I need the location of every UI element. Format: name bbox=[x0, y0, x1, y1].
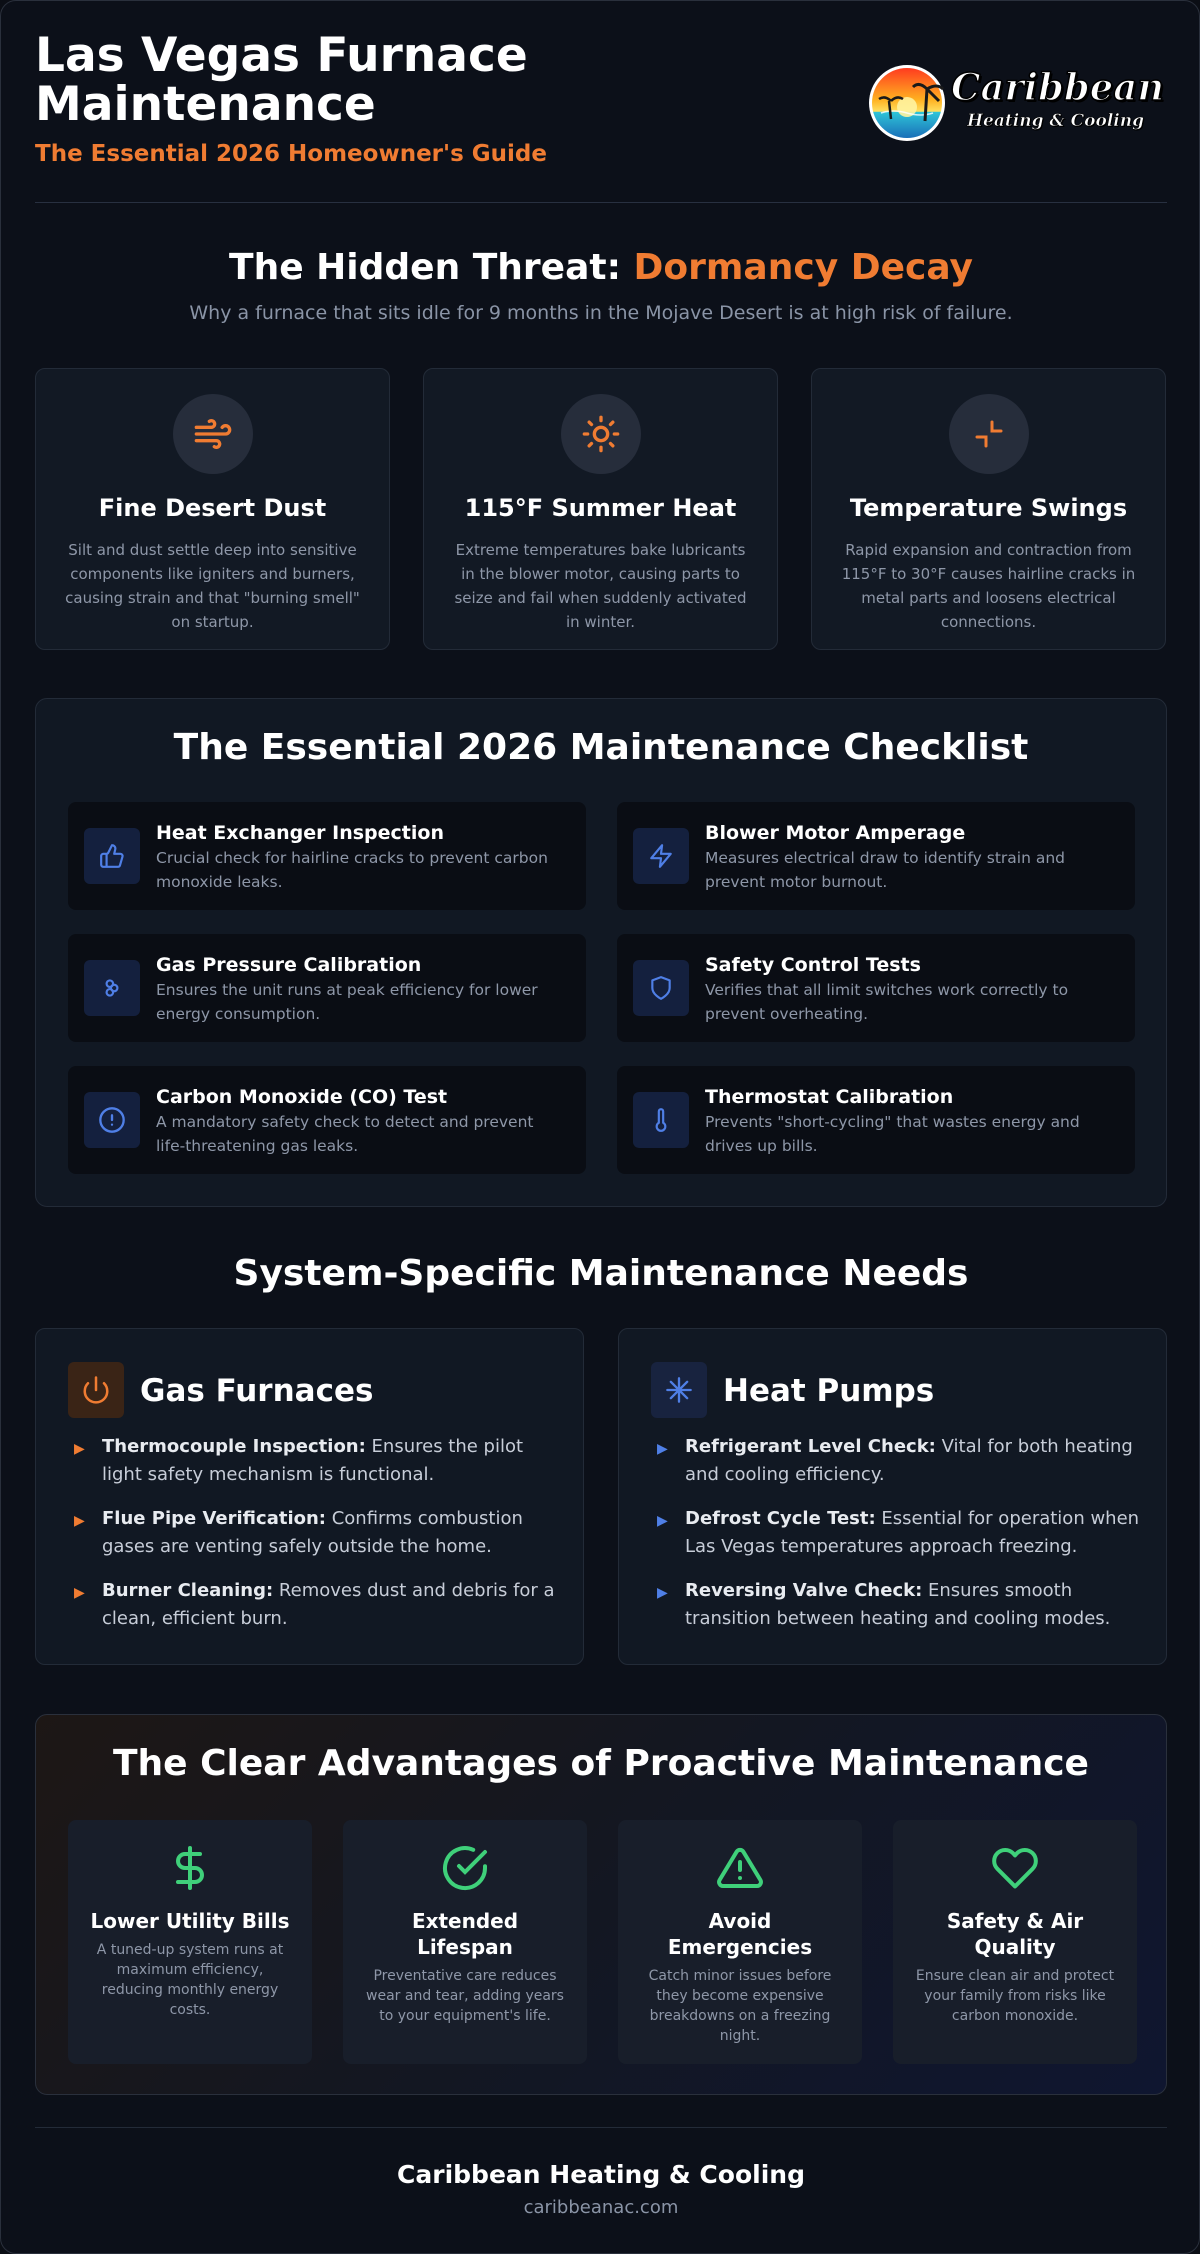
advantage-card-lifespan bbox=[343, 1820, 587, 2064]
list-item: ▶ Reversing Valve Check: Ensures smooth transition between heating and cooling modes. bbox=[657, 1580, 1111, 1629]
threat-card-title: 115°F Summer Heat bbox=[464, 494, 737, 522]
checklist-item-title: Safety Control Tests bbox=[705, 954, 921, 976]
checklist-item-title: Blower Motor Amperage bbox=[705, 822, 966, 844]
threat-card-text: Silt and dust settle deep into sensitive components like igniters and burners, causing strain and that "burning smell" on startup. bbox=[65, 541, 360, 631]
checklist-title: The Essential 2026 Maintenance Checklist bbox=[173, 727, 1029, 768]
advantage-card-emergencies bbox=[618, 1820, 862, 2064]
heat-pumps-title: Heat Pumps bbox=[723, 1373, 935, 1409]
checklist-item-title: Thermostat Calibration bbox=[705, 1086, 954, 1108]
advantage-card-bills bbox=[68, 1820, 312, 2064]
maintenance-checklist bbox=[35, 698, 1167, 1207]
snowflake-icon bbox=[651, 1362, 707, 1418]
advantages-title: The Clear Advantages of Proactive Maintenance bbox=[113, 1743, 1089, 1784]
threat-card-text: Extreme temperatures bake lubricants in the blower motor, causing parts to seize and fail when suddenly activated in winter. bbox=[454, 541, 747, 631]
thermometer-icon bbox=[633, 1092, 689, 1148]
logo-tagline: Heating & Cooling bbox=[967, 111, 1145, 131]
threat-title bbox=[1, 247, 1200, 288]
alert-circle-icon bbox=[84, 1092, 140, 1148]
advantage-title: Safety & Air Quality bbox=[946, 1909, 1084, 1959]
gas-furnaces-list bbox=[68, 1433, 558, 1649]
footer-website-link[interactable]: caribbeanac.com bbox=[523, 2197, 679, 2218]
list-item: ▶ Burner Cleaning: Removes dust and debris for a clean, efficient burn. bbox=[74, 1580, 555, 1629]
threat-card-heat bbox=[423, 368, 778, 650]
systems-title: System-Specific Maintenance Needs bbox=[233, 1253, 969, 1294]
checklist-item-co-test bbox=[68, 1066, 586, 1174]
checklist-item-text: Measures electrical draw to identify strain and prevent motor burnout. bbox=[705, 849, 1066, 891]
threat-card-dust bbox=[35, 368, 390, 650]
checklist-item-text: Ensures the unit runs at peak efficiency for lower energy consumption. bbox=[156, 981, 538, 1023]
thumbs-up-icon bbox=[84, 828, 140, 884]
checklist-item-gas-pressure bbox=[68, 934, 586, 1042]
checklist-item-text: Crucial check for hairline cracks to prevent carbon monoxide leaks. bbox=[156, 849, 548, 891]
checklist-item-safety-controls bbox=[617, 934, 1135, 1042]
threat-card-text: Rapid expansion and contraction from 115°F to 30°F causes hairline cracks in metal parts and loosens electrical connections. bbox=[841, 541, 1136, 631]
company-logo bbox=[867, 61, 1167, 145]
footer bbox=[35, 2127, 1167, 2218]
checklist-item-blower-motor bbox=[617, 802, 1135, 910]
gas-furnaces-title: Gas Furnaces bbox=[140, 1373, 374, 1409]
heart-icon bbox=[991, 1844, 1039, 1892]
heat-pumps-card bbox=[618, 1328, 1167, 1665]
checklist-item-heat-exchanger bbox=[68, 802, 586, 910]
checklist-item-text: A mandatory safety check to detect and prevent life-threatening gas leaks. bbox=[156, 1113, 534, 1155]
checklist-item-title: Carbon Monoxide (CO) Test bbox=[156, 1086, 448, 1108]
advantages-section bbox=[35, 1714, 1167, 2095]
advantage-title: Extended Lifespan bbox=[411, 1909, 519, 1959]
threat-card-title: Temperature Swings bbox=[849, 494, 1128, 522]
checklist-item-title: Gas Pressure Calibration bbox=[156, 954, 422, 976]
advantage-text: Ensure clean air and protect your family from risks like carbon monoxide. bbox=[915, 1968, 1115, 2024]
gas-furnaces-card bbox=[35, 1328, 584, 1665]
checklist-item-text: Prevents "short-cycling" that wastes energy and drives up bills. bbox=[705, 1113, 1080, 1155]
shield-icon bbox=[633, 960, 689, 1016]
list-item: ▶ Thermocouple Inspection: Ensures the pilot light safety mechanism is functional. bbox=[74, 1436, 524, 1485]
advantage-text: A tuned-up system runs at maximum efficiency, reducing monthly energy costs. bbox=[96, 1942, 284, 2018]
threat-title-prefix: The Hidden Threat: bbox=[229, 247, 621, 288]
footer-company: Caribbean Heating & Cooling bbox=[397, 2160, 805, 2189]
threat-card-title: Fine Desert Dust bbox=[98, 494, 327, 522]
shrink-icon bbox=[949, 394, 1029, 474]
checklist-item-title: Heat Exchanger Inspection bbox=[156, 822, 444, 844]
heat-pumps-list bbox=[651, 1433, 1141, 1649]
check-circle-icon bbox=[441, 1844, 489, 1892]
wind-icon bbox=[173, 394, 253, 474]
checklist-item-thermostat bbox=[617, 1066, 1135, 1174]
advantage-text: Preventative care reduces wear and tear, adding years to your equipment's life. bbox=[366, 1968, 564, 2024]
advantage-card-safety bbox=[893, 1820, 1137, 2064]
dollar-icon bbox=[166, 1844, 214, 1892]
list-item: ▶ Defrost Cycle Test: Essential for operation when Las Vegas temperatures approach freezing. bbox=[657, 1508, 1140, 1557]
page-title: Las Vegas Furnace Maintenance bbox=[35, 28, 528, 132]
header bbox=[35, 28, 1167, 203]
list-item: ▶ Flue Pipe Verification: Confirms combustion gases are venting safely outside the home. bbox=[74, 1508, 523, 1557]
warning-icon bbox=[716, 1844, 764, 1892]
sun-icon bbox=[561, 394, 641, 474]
page-subtitle: The Essential 2026 Homeowner's Guide bbox=[35, 141, 547, 167]
power-icon bbox=[68, 1362, 124, 1418]
threat-card-swings bbox=[811, 368, 1166, 650]
threat-title-highlight: Dormancy Decay bbox=[633, 247, 973, 288]
list-item: ▶ Refrigerant Level Check: Vital for both heating and cooling efficiency. bbox=[657, 1436, 1133, 1485]
checklist-item-text: Verifies that all limit switches work correctly to prevent overheating. bbox=[705, 981, 1069, 1023]
gas-icon bbox=[84, 960, 140, 1016]
threat-subtitle: Why a furnace that sits idle for 9 months in the Mojave Desert is at high risk of failure. bbox=[189, 302, 1013, 324]
logo-brand: Caribbean bbox=[951, 65, 1165, 109]
advantage-title: Avoid Emergencies bbox=[667, 1909, 813, 1959]
advantage-title: Lower Utility Bills bbox=[90, 1909, 290, 1933]
lightning-icon bbox=[633, 828, 689, 884]
advantage-text: Catch minor issues before they become expensive breakdowns on a freezing night. bbox=[648, 1968, 832, 2044]
